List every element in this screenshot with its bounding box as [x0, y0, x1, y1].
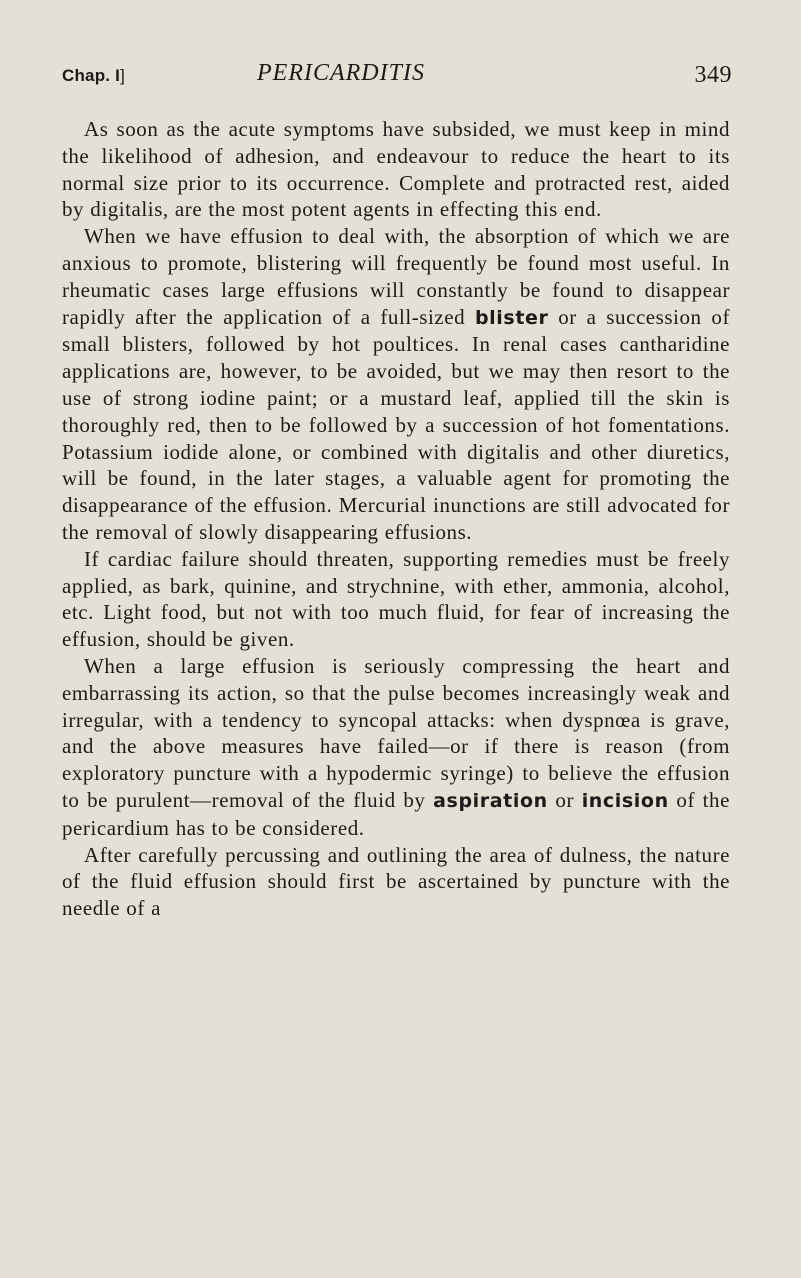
paragraph-text-segment: or a succession of small blisters, followed by hot poultices. In renal cases cantharidine applications are, however, to be avoided, but we may then resort to the use of strong iodine paint; or a mustard leaf, applied till the skin is thoroughly red, then to be followed by a succession of hot fomentations. Potassium iodide alone, or combined with digitalis and other diuretics, will be found, in the later stages, a valuable agent for promoting the disappearance of the effusion. Mercurial inunctions are still advocated for the removal of slowly disappearing effusions. [62, 304, 730, 544]
running-head [62, 58, 732, 98]
paragraph-percussing: After carefully percussing and outlining the area of dulness, the nature of the fluid effusion should first be ascertained by puncture with the needle of a [62, 842, 730, 921]
term-incision: incision [581, 789, 669, 812]
chapter-bracket: ] [120, 66, 126, 85]
paragraph-text-segment: or [547, 787, 582, 812]
term-aspiration: aspiration [433, 789, 548, 812]
paragraph-text-segment: When a large effusion is seriously compressing the heart and embarrassing its action, so that the pulse becomes increasingly weak and irregular, with a tendency to syncopal attacks: when dyspnœa is grave, and the above measures have failed—or if there is reason (from exploratory puncture with a hypodermic syringe) to believe the effusion to be purulent—removal of the fluid by [62, 653, 730, 812]
paragraph-cardiac-failure: If cardiac failure should threaten, supporting remedies must be freely applied, as bark, quinine, and strychnine, with ether, ammonia, alcohol, etc. Light food, but not with too much fluid, for fear of increasing the effusion, should be given. [62, 546, 730, 652]
paragraph-adhesion: As soon as the acute symptoms have subsided, we must keep in mind the likelihood of adhesion, and endeavour to reduce the heart to its normal size prior to its occurrence. Complete and protracted rest, aided by digitalis, are the most potent agents in effecting this end. [62, 117, 730, 222]
term-blister: blister [474, 306, 549, 329]
page-number: 349 [694, 62, 732, 88]
body-text [62, 116, 730, 922]
paragraph-effusion-treatment [62, 223, 730, 546]
paragraph-text-segment: of the pericardium has to be considered. [62, 787, 730, 840]
running-title: PERICARDITIS [257, 60, 425, 86]
paragraph-text-segment: When we have effusion to deal with, the absorption of which we are anxious to promote, blistering will frequently be found most useful. In rheumatic cases large effusions will constantly be found to disappear rapidly after the application of a full-sized [62, 224, 730, 329]
chapter-text: Chap. I [62, 66, 121, 85]
paragraph-fluid-removal [62, 653, 730, 842]
chapter-label [62, 66, 125, 86]
